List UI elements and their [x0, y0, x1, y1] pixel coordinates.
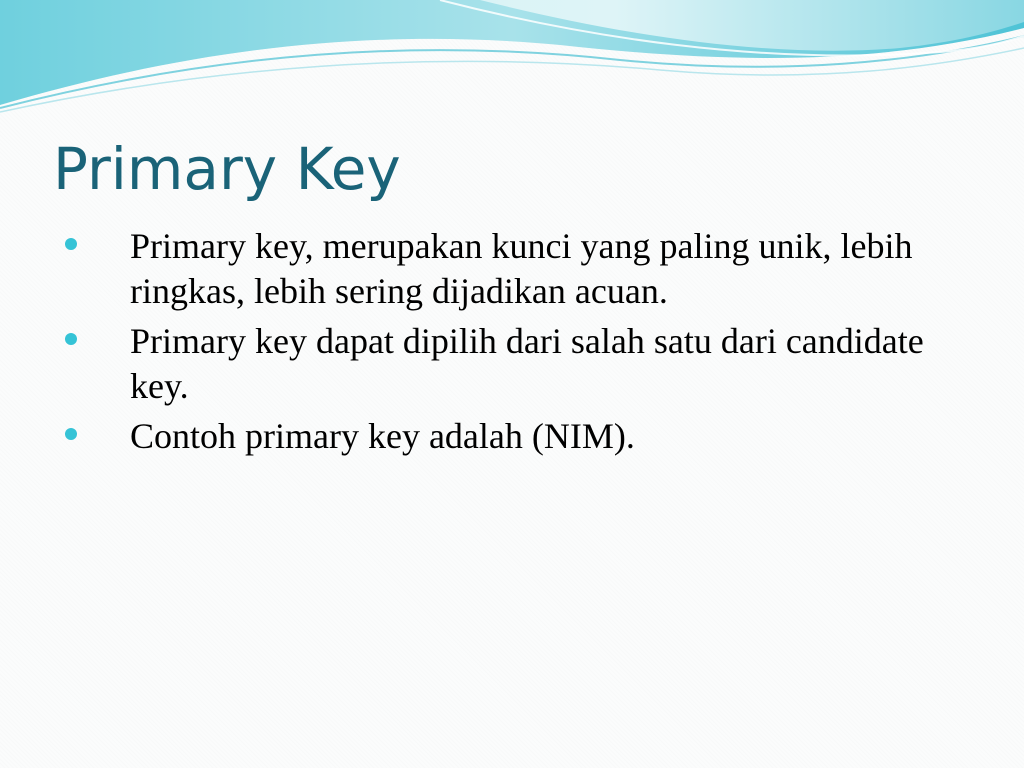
bullet-dot-icon [65, 238, 77, 250]
bullet-text: Primary key, merupakan kunci yang paling unik, lebih ringkas, lebih sering dijadikan acuan. [130, 226, 913, 311]
bullet-item [62, 319, 942, 409]
bullet-item [62, 224, 942, 314]
bullet-text: Primary key dapat dipilih dari salah satu dari candidate key. [130, 321, 924, 406]
header-wave-decoration [0, 0, 1024, 130]
bullet-list [62, 224, 942, 464]
bullet-dot-icon [65, 333, 77, 345]
bullet-text: Contoh primary key adalah (NIM). [130, 416, 635, 456]
slide-title: Primary Key [53, 135, 401, 203]
bullet-item [62, 414, 942, 459]
bullet-dot-icon [65, 428, 77, 440]
